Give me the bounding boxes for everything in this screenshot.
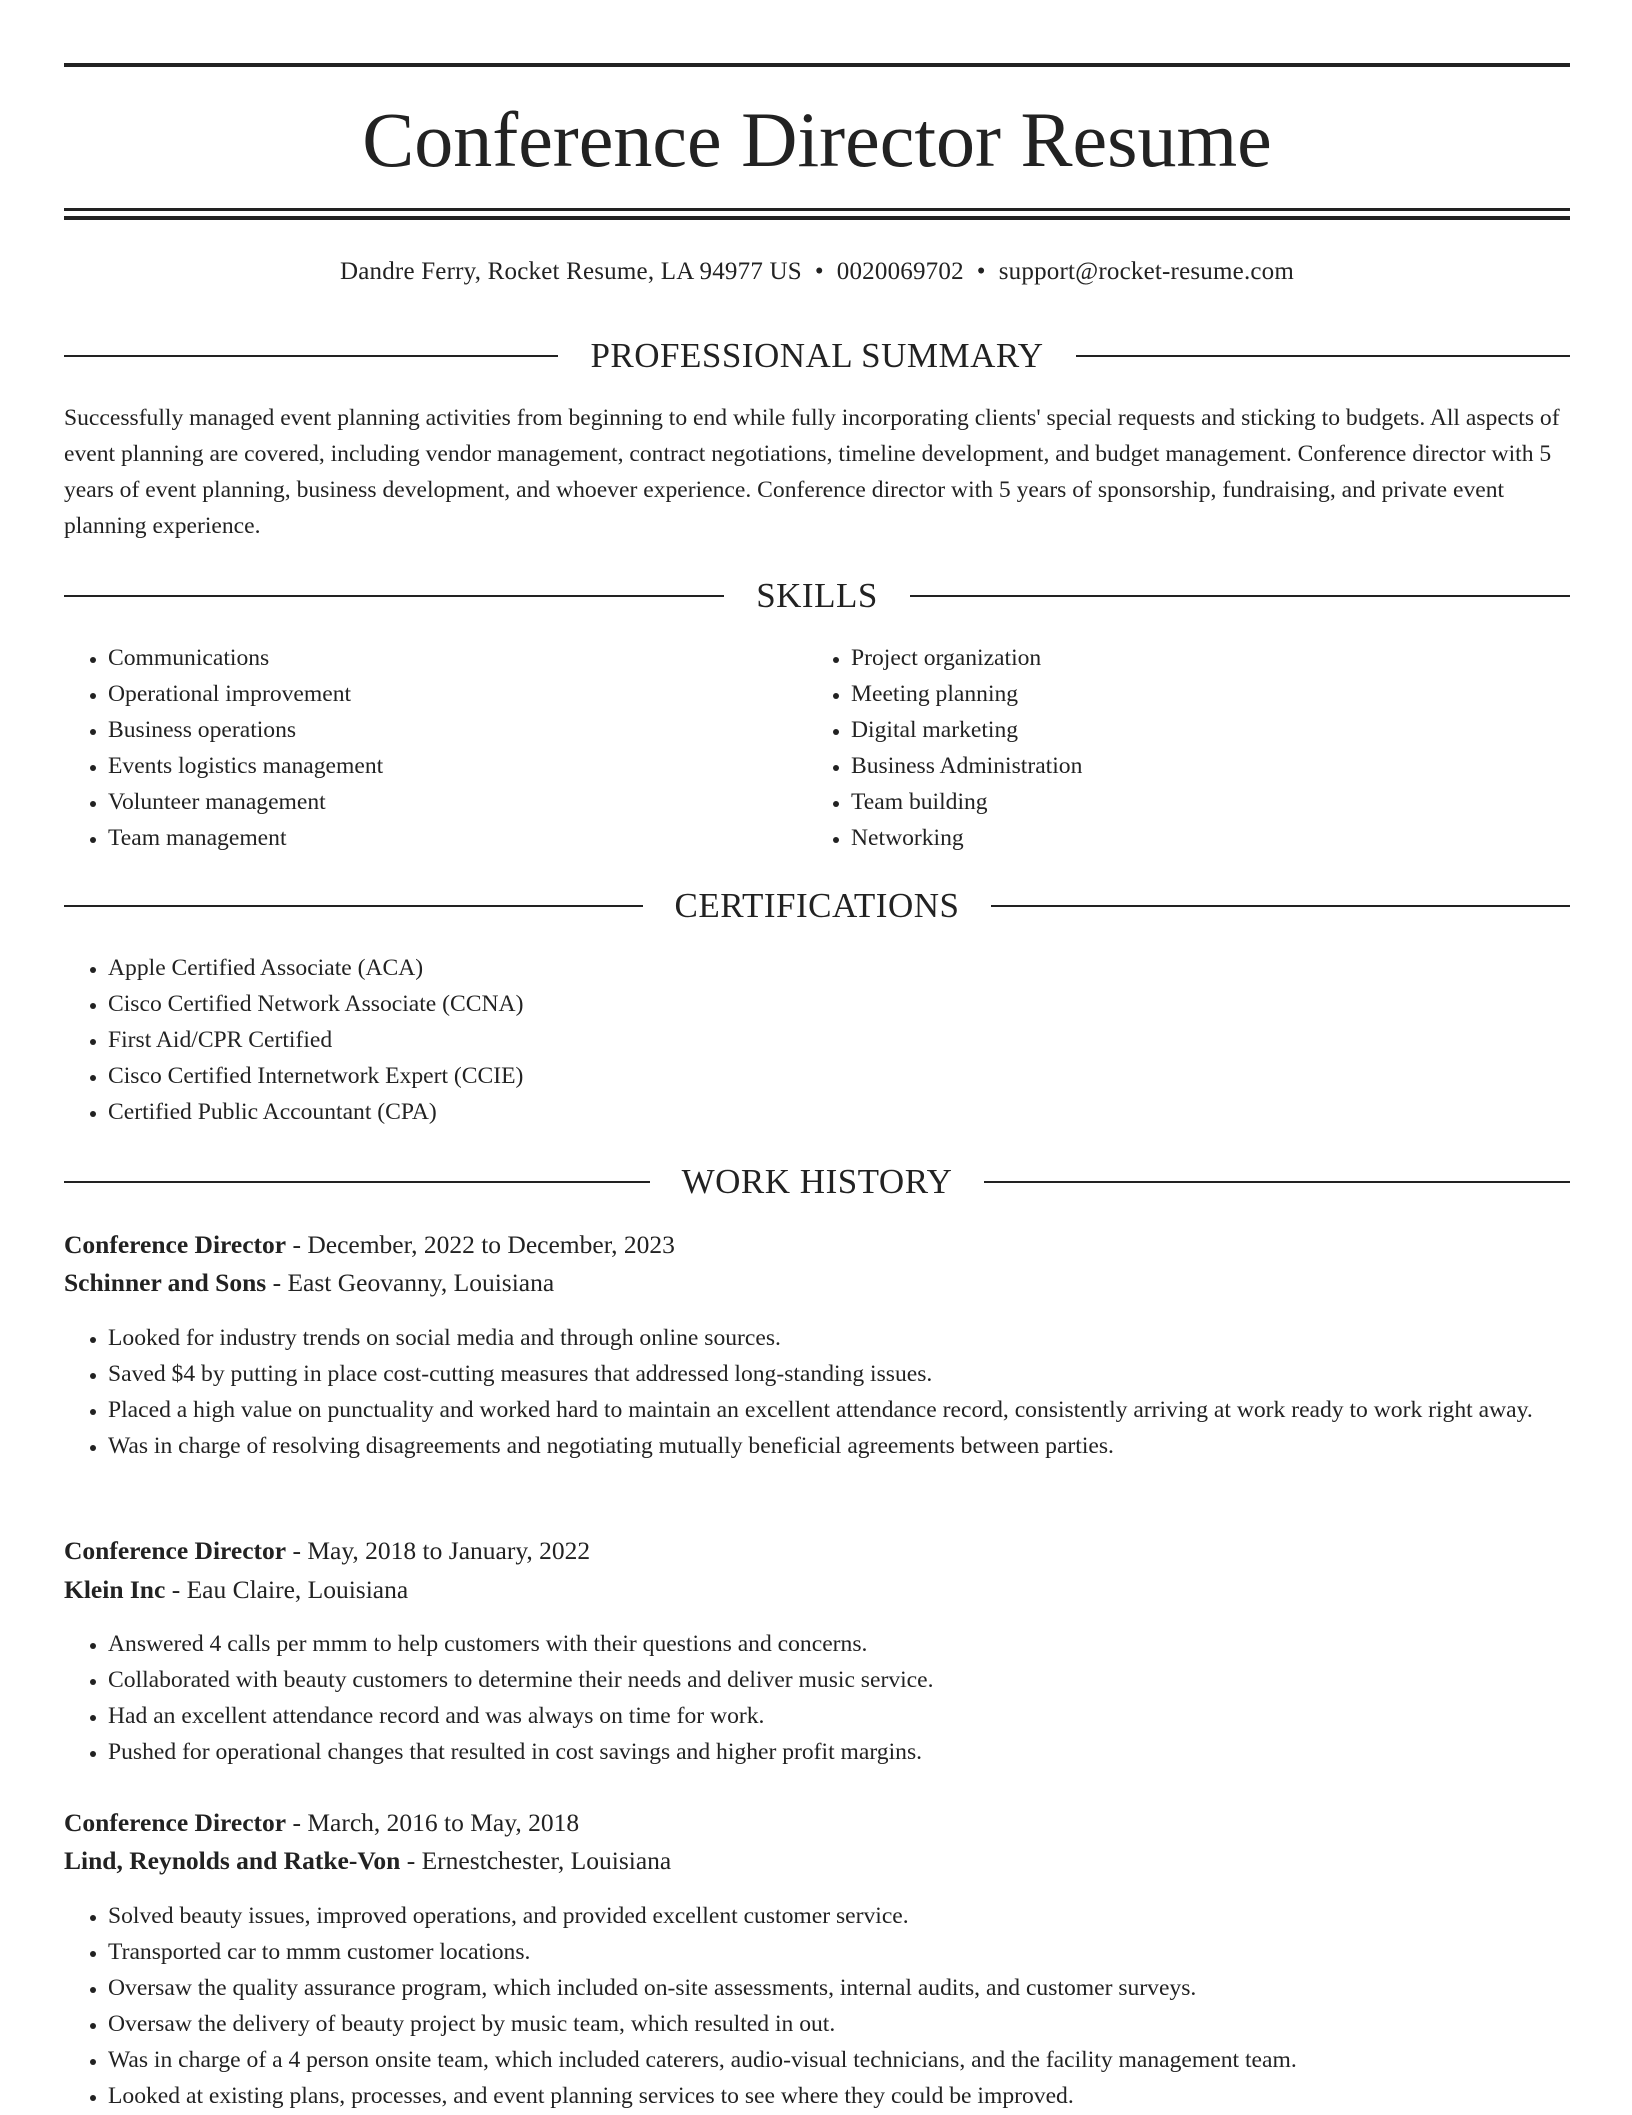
certification-item: • Cisco Certified Internetwork Expert (CCIE) xyxy=(108,1058,1568,1094)
job-title-line: Conference Director - March, 2016 to May, 2018 xyxy=(64,1808,580,1837)
job-location: Eau Claire, Louisiana xyxy=(186,1575,409,1604)
skill-item: • Events logistics management xyxy=(108,748,808,784)
job-bullet: • Collaborated with beauty customers to determine their needs and deliver music service. xyxy=(108,1662,1570,1698)
summary-heading-text: PROFESSIONAL SUMMARY xyxy=(590,336,1044,375)
summary-heading xyxy=(64,334,1570,378)
job-title: Conference Director xyxy=(64,1808,287,1837)
heading-rule xyxy=(984,1181,1570,1183)
job-bullet: • Was in charge of a 4 person onsite team, which included caterers, audio-visual technicians, and the facility management team. xyxy=(108,2042,1570,2078)
heading-rule xyxy=(64,355,558,357)
job-title-line: Conference Director - May, 2018 to January, 2022 xyxy=(64,1536,591,1565)
job-bullet: • Saved $4 by putting in place cost-cutting measures that addressed long-standing issues. xyxy=(108,1356,1570,1392)
certification-item: • Apple Certified Associate (ACA) xyxy=(108,950,1568,986)
job-company: Schinner and Sons xyxy=(64,1268,267,1297)
title-rule-upper xyxy=(64,208,1570,211)
job-bullet: • Pushed for operational changes that resulted in cost savings and higher profit margins. xyxy=(108,1734,1570,1770)
skill-item: • Team building xyxy=(851,784,1551,820)
skill-item: • Project organization xyxy=(851,640,1551,676)
skill-item: • Business operations xyxy=(108,712,808,748)
skill-item: • Digital marketing xyxy=(851,712,1551,748)
skill-item: • Communications xyxy=(108,640,808,676)
job-bullet: • Looked for industry trends on social media and through online sources. xyxy=(108,1320,1570,1356)
heading-rule xyxy=(64,905,643,907)
contact-separator: • xyxy=(814,258,824,285)
job-bullet: • Had an excellent attendance record and was always on time for work. xyxy=(108,1698,1570,1734)
job-bullet: • Solved beauty issues, improved operations, and provided excellent customer service. xyxy=(108,1898,1570,1934)
resume-title: Conference Director Resume xyxy=(362,96,1272,183)
heading-rule xyxy=(991,905,1570,907)
certification-item: • First Aid/CPR Certified xyxy=(108,1022,1568,1058)
job-bullet: • Oversaw the quality assurance program, which included on-site assessments, internal audits, and customer surveys. xyxy=(108,1970,1570,2006)
work-history-heading-text: WORK HISTORY xyxy=(681,1162,953,1201)
job-company-line: Schinner and Sons - East Geovanny, Louisiana xyxy=(64,1268,555,1297)
job-dates: March, 2016 to May, 2018 xyxy=(307,1808,580,1837)
certifications-list xyxy=(64,950,1568,1130)
contact-email: support@rocket-resume.com xyxy=(998,258,1295,285)
job-location: Ernestchester, Louisiana xyxy=(421,1846,672,1875)
certification-item: • Certified Public Accountant (CPA) xyxy=(108,1094,1568,1130)
job-bullet: • Transported car to mmm customer locations. xyxy=(108,1934,1570,1970)
skill-item: • Business Administration xyxy=(851,748,1551,784)
job-company-line: Klein Inc - Eau Claire, Louisiana xyxy=(64,1575,409,1604)
skills-list-right xyxy=(807,640,1551,856)
contact-line xyxy=(64,252,1570,292)
job-bullet: • Placed a high value on punctuality and worked hard to maintain an excellent attendance record, consistently arriving at work ready to work right away. xyxy=(108,1392,1570,1428)
heading-rule xyxy=(910,595,1570,597)
certification-item: • Cisco Certified Network Associate (CCNA) xyxy=(108,986,1568,1022)
job-title: Conference Director xyxy=(64,1536,287,1565)
skill-item: • Networking xyxy=(851,820,1551,856)
job-company: Lind, Reynolds and Ratke-Von xyxy=(64,1846,401,1875)
job-dates: May, 2018 to January, 2022 xyxy=(307,1536,591,1565)
contact-phone: 0020069702 xyxy=(836,258,964,285)
heading-rule xyxy=(64,1181,650,1183)
job-bullets xyxy=(64,1320,1570,1464)
job-bullet: • Looked at existing plans, processes, and event planning services to see where they could be improved. xyxy=(108,2078,1570,2114)
job-title-line: Conference Director - December, 2022 to December, 2023 xyxy=(64,1230,675,1259)
job-bullet: • Oversaw the delivery of beauty project by music team, which resulted in out. xyxy=(108,2006,1570,2042)
heading-rule xyxy=(1076,355,1570,357)
job-location: East Geovanny, Louisiana xyxy=(287,1268,555,1297)
certifications-heading xyxy=(64,884,1570,928)
skills-list-left xyxy=(64,640,808,856)
skills-heading xyxy=(64,574,1570,618)
contact-separator: • xyxy=(976,258,986,285)
heading-rule xyxy=(64,595,724,597)
job-company-line: Lind, Reynolds and Ratke-Von - Ernestchester, Louisiana xyxy=(64,1846,672,1875)
skill-item: • Meeting planning xyxy=(851,676,1551,712)
skill-item: • Volunteer management xyxy=(108,784,808,820)
job-bullet: • Was in charge of resolving disagreements and negotiating mutually beneficial agreements between parties. xyxy=(108,1428,1570,1464)
job-title: Conference Director xyxy=(64,1230,287,1259)
job-company: Klein Inc xyxy=(64,1575,166,1604)
job-bullets xyxy=(64,1626,1570,1770)
job-bullets xyxy=(64,1898,1570,2114)
skills-heading-text: SKILLS xyxy=(756,576,878,615)
work-history-heading xyxy=(64,1160,1570,1204)
certifications-heading-text: CERTIFICATIONS xyxy=(674,886,960,925)
skill-item: • Operational improvement xyxy=(108,676,808,712)
contact-address: Dandre Ferry, Rocket Resume, LA 94977 US xyxy=(339,258,802,285)
top-rule xyxy=(64,63,1570,67)
title-rule-lower xyxy=(64,216,1570,220)
job-dates: December, 2022 to December, 2023 xyxy=(307,1230,675,1259)
job-bullet: • Answered 4 calls per mmm to help customers with their questions and concerns. xyxy=(108,1626,1570,1662)
skill-item: • Team management xyxy=(108,820,808,856)
summary-text: Successfully managed event planning activities from beginning to end while fully incorporating clients' special requests and sticking to budgets. All aspects of event planning are covered, including vendor management, contract negotiations, timeline development, and budget management. Conference director with 5 years of event planning, business development, and whoever experience. Conference director with 5 years of sponsorship, fundraising, and private event planning experience. xyxy=(64,405,1560,539)
